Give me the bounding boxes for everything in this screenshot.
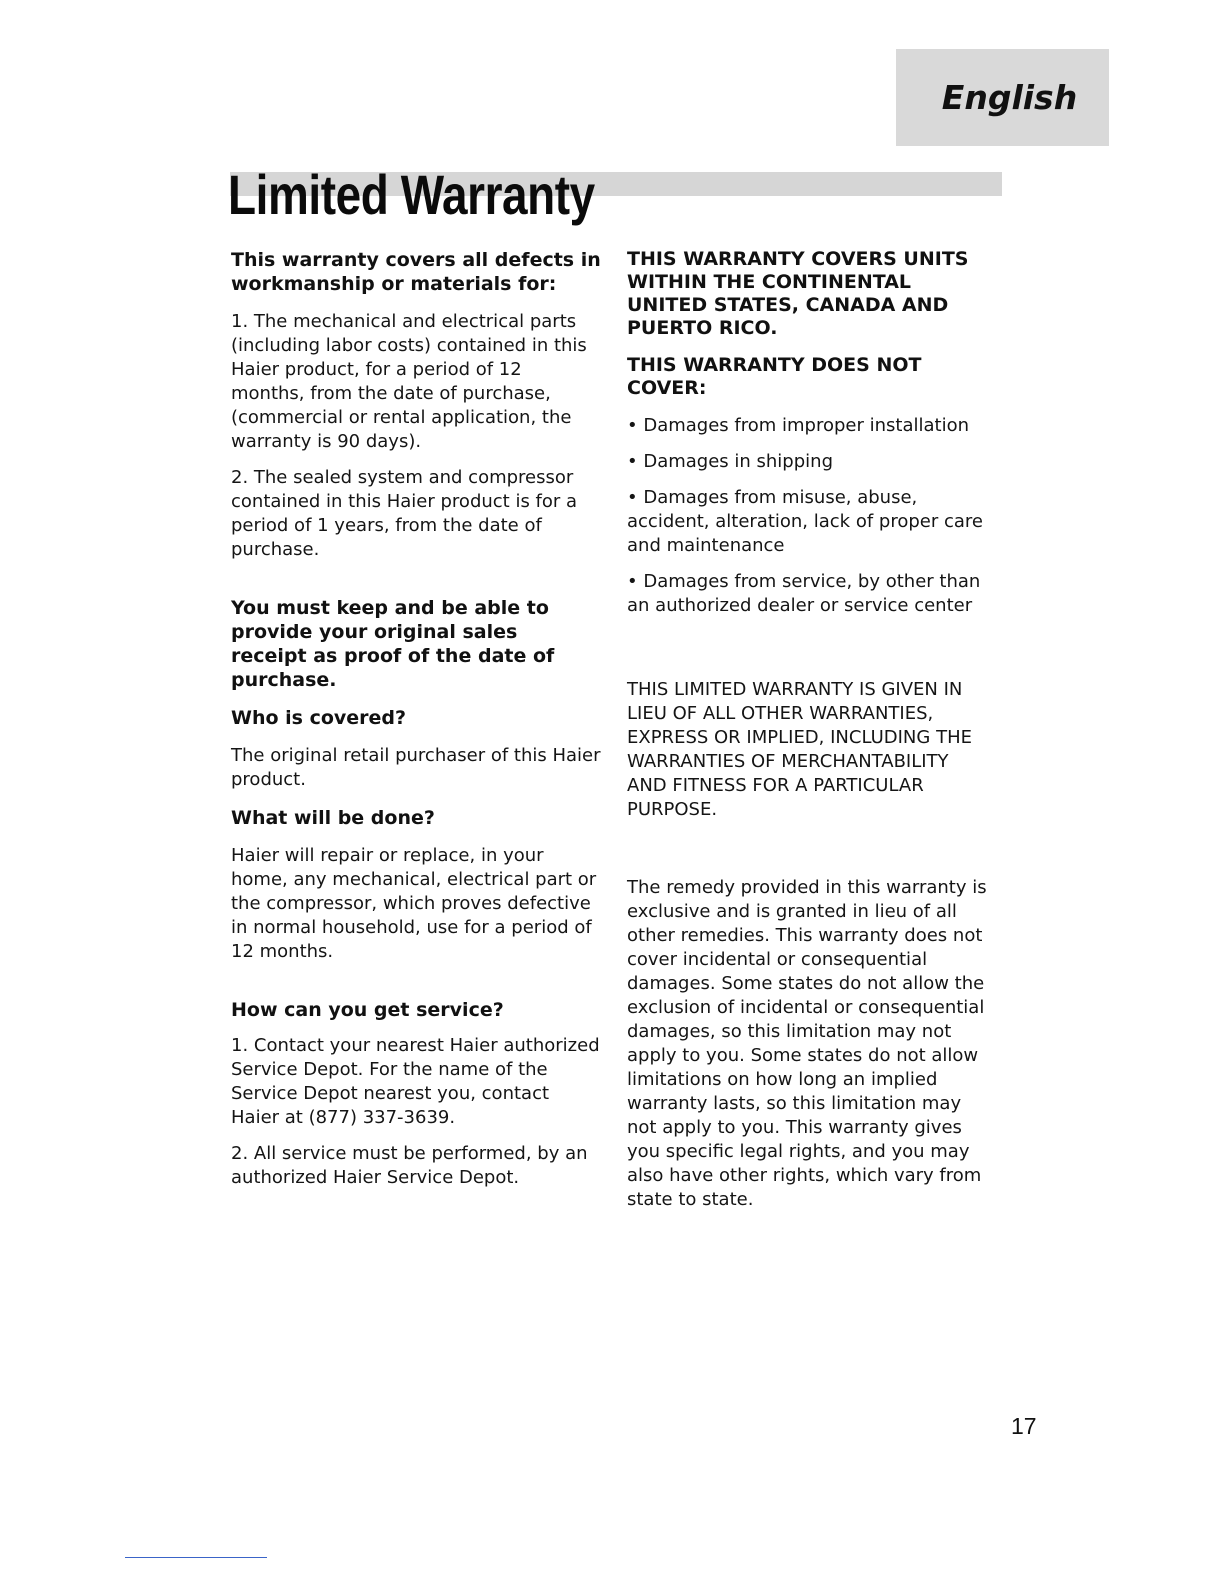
exclusion-item: • Damages in shipping <box>627 451 833 472</box>
right-column <box>627 248 997 1212</box>
not-covered-heading: THIS WARRANTY DOES NOT COVER: <box>627 354 922 399</box>
language-tab <box>896 49 1109 146</box>
exclusion-item: • Damages from misuse, abuse, accident, alteration, lack of proper care and maintenance <box>627 487 983 556</box>
remedy-text: The remedy provided in this warranty is exclusive and is granted in lieu of all other remedies. This warranty does not cover incidental or consequential damages. Some states do not allow the exclusion of incidental or consequential damages, so this limitation may not apply to you. Some states do not allow limitations on how long an implied warranty lasts, so this limitation may not apply to you. This warranty gives you specific legal rights, and you may also have other rights, which vary from state to state. <box>627 877 987 1210</box>
language-label: English <box>941 78 1078 117</box>
page-number: 17 <box>1011 1413 1037 1439</box>
coverage-item-2: 2. The sealed system and compressor contained in this Haier product is for a period of 1 years, from the date of purchase. <box>231 467 578 560</box>
page-title: Limited Warranty <box>228 163 595 226</box>
intro-heading: This warranty covers all defects in workmanship or materials for: <box>231 249 601 295</box>
bottom-divider <box>125 1557 267 1558</box>
who-covered-text: The original retail purchaser of this Haier product. <box>231 745 601 790</box>
receipt-heading: You must keep and be able to provide your original sales receipt as proof of the date of purchase. <box>231 597 555 691</box>
exclusion-item: • Damages from service, by other than an authorized dealer or service center <box>627 571 981 616</box>
get-service-heading: How can you get service? <box>231 999 504 1021</box>
lieu-of-warranties-text: THIS LIMITED WARRANTY IS GIVEN IN LIEU OF ALL OTHER WARRANTIES, EXPRESS OR IMPLIED, INCLUDING THE WARRANTIES OF MERCHANTABILITY AND FITNESS FOR A PARTICULAR PURPOSE. <box>627 679 972 820</box>
what-done-text: Haier will repair or replace, in your home, any mechanical, electrical part or the compressor, which proves defective in normal household, use for a period of 12 months. <box>231 845 597 962</box>
service-item-2: 2. All service must be performed, by an authorized Haier Service Depot. <box>231 1143 588 1188</box>
what-done-heading: What will be done? <box>231 807 435 829</box>
coverage-region-heading: THIS WARRANTY COVERS UNITS WITHIN THE CONTINENTAL UNITED STATES, CANADA AND PUERTO RICO. <box>627 248 969 339</box>
service-item-1: 1. Contact your nearest Haier authorized Service Depot. For the name of the Service Depot nearest you, contact Haier at (877) 337-3639. <box>231 1035 600 1128</box>
who-covered-heading: Who is covered? <box>231 707 407 729</box>
exclusion-item: • Damages from improper installation <box>627 415 969 436</box>
left-column <box>231 248 613 1190</box>
coverage-item-1: 1. The mechanical and electrical parts (including labor costs) contained in this Haier product, for a period of 12 months, from the date of purchase, (commercial or rental application, the warranty is 90 days). <box>231 311 587 452</box>
